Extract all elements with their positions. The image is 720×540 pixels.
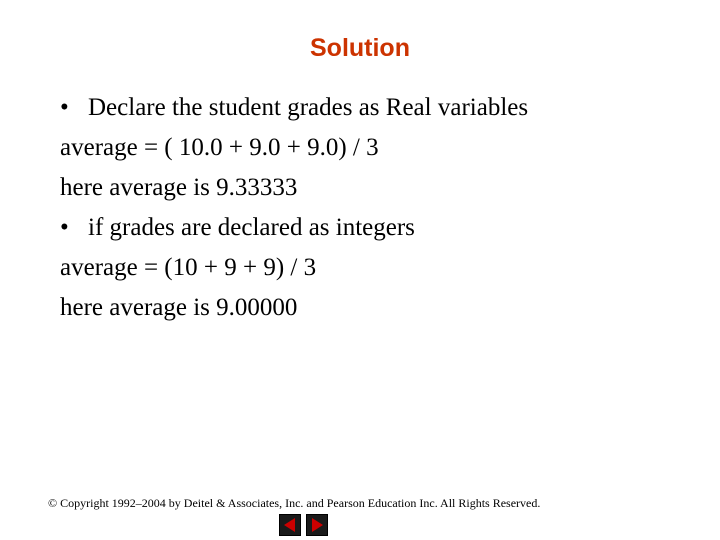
body-line: [60, 248, 700, 288]
body-line-text: average = (10 + 9 + 9) / 3: [60, 254, 317, 281]
body-line: [60, 88, 700, 128]
body-line-text: here average is 9.33333: [60, 174, 298, 201]
body-line: [60, 168, 700, 208]
copyright-footer: © Copyright 1992–2004 by Deitel & Associates, Inc. and Pearson Education Inc. All Rights Reserved.: [48, 496, 541, 510]
bullet-marker: •: [60, 94, 69, 121]
triangle-right-icon: [306, 514, 328, 536]
body-line-text: Declare the student grades as Real variables: [88, 94, 529, 121]
body-line: [60, 208, 700, 248]
slide-body: [60, 88, 700, 328]
triangle-left-icon: [279, 514, 301, 536]
body-line: [60, 288, 700, 328]
body-line-text: here average is 9.00000: [60, 294, 298, 321]
body-line-text: average = ( 10.0 + 9.0 + 9.0) / 3: [60, 134, 379, 161]
slide-title: [0, 34, 720, 63]
body-line: [60, 128, 700, 168]
bullet-marker: •: [60, 214, 69, 241]
next-slide-button[interactable]: [306, 514, 328, 536]
slide-title-text: Solution: [310, 34, 410, 62]
previous-slide-button[interactable]: [279, 514, 301, 536]
body-line-text: if grades are declared as integers: [88, 214, 415, 241]
